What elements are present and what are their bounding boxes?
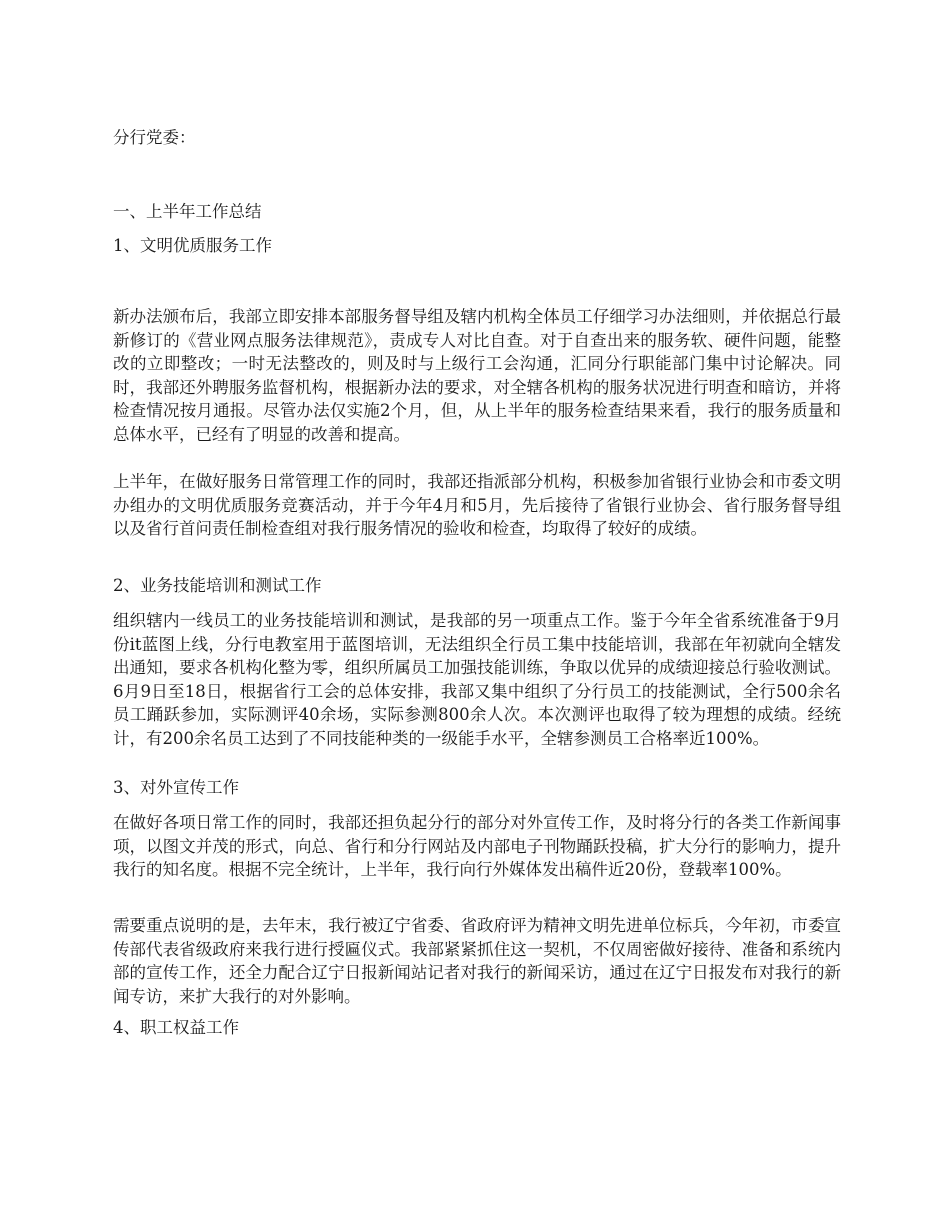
subheading-staff-rights: 4、职工权益工作 [113,1018,239,1037]
paragraph-skills-training: 组织辖内一线员工的业务技能培训和测试，是我部的另一项重点工作。鉴于今年全省系统准备于9月份it蓝图上线，分行电教室用于蓝图培训，无法组织全行员工集中技能培训，我部在年初就向全辖发出通知，要求各机构化整为零，组织所属员工加强技能训练，争取以优异的成绩迎接总行验收测试。6月9日至18日，根据省行工会的总体安排，我部又集中组织了分行员工的技能测试，全行500余名员工踊跃参加，实际测评40余场，实际参测800余人次。本次测评也取得了较为理想的成绩。经统计，有200余名员工达到了不同技能种类的一级能手水平，全辖参测员工合格率近100%。 [113,611,841,748]
paragraph-publicity-highlight: 需要重点说明的是，去年末，我行被辽宁省委、省政府评为精神文明先进单位标兵，今年初，市委宣传部代表省级政府来我行进行授匾仪式。我部紧紧抓住这一契机，不仅周密做好接待、准备和系统内部的宣传工作，还全力配合辽宁日报新闻站记者对我行的新闻采访，通过在辽宁日报发布对我行的新闻专访，来扩大我行的对外影响。 [113,916,841,1006]
section-heading-first-half-summary: 一、上半年工作总结 [113,202,262,221]
subheading-skills-training: 2、业务技能培训和测试工作 [113,576,322,595]
paragraph-service-competition: 上半年，在做好服务日常管理工作的同时，我部还指派部分机构，积极参加省银行业协会和市委文明办组办的文明优质服务竞赛活动，并于今年4月和5月，先后接待了省银行业协会、省行服务督导组以及省行首问责任制检查组对我行服务情况的验收和检查，均取得了较好的成绩。 [113,472,841,538]
paragraph-publicity-work: 在做好各项日常工作的同时，我部还担负起分行的部分对外宣传工作，及时将分行的各类工作新闻事项，以图文并茂的形式，向总、省行和分行网站及内部电子刊物踊跃投稿，扩大分行的影响力，提升我行的知名度。根据不完全统计，上半年，我行向行外媒体发出稿件近20份，登载率100%。 [113,813,841,879]
salutation: 分行党委： [113,128,196,147]
paragraph-service-rules: 新办法颁布后，我部立即安排本部服务督导组及辖内机构全体员工仔细学习办法细则，并依据总行最新修订的《营业网点服务法律规范》，责成专人对比自查。对于自查出来的服务软、硬件问题，能整改的立即整改；一时无法整改的，则及时与上级行工会沟通，汇同分行职能部门集中讨论解决。同时，我部还外聘服务监督机构，根据新办法的要求，对全辖各机构的服务状况进行明查和暗访，并将检查情况按月通报。尽管办法仅实施2个月，但，从上半年的服务检查结果来看，我行的服务质量和总体水平，已经有了明显的改善和提高。 [113,307,841,444]
subheading-service-work: 1、文明优质服务工作 [113,236,272,255]
subheading-external-publicity: 3、对外宣传工作 [113,778,239,797]
